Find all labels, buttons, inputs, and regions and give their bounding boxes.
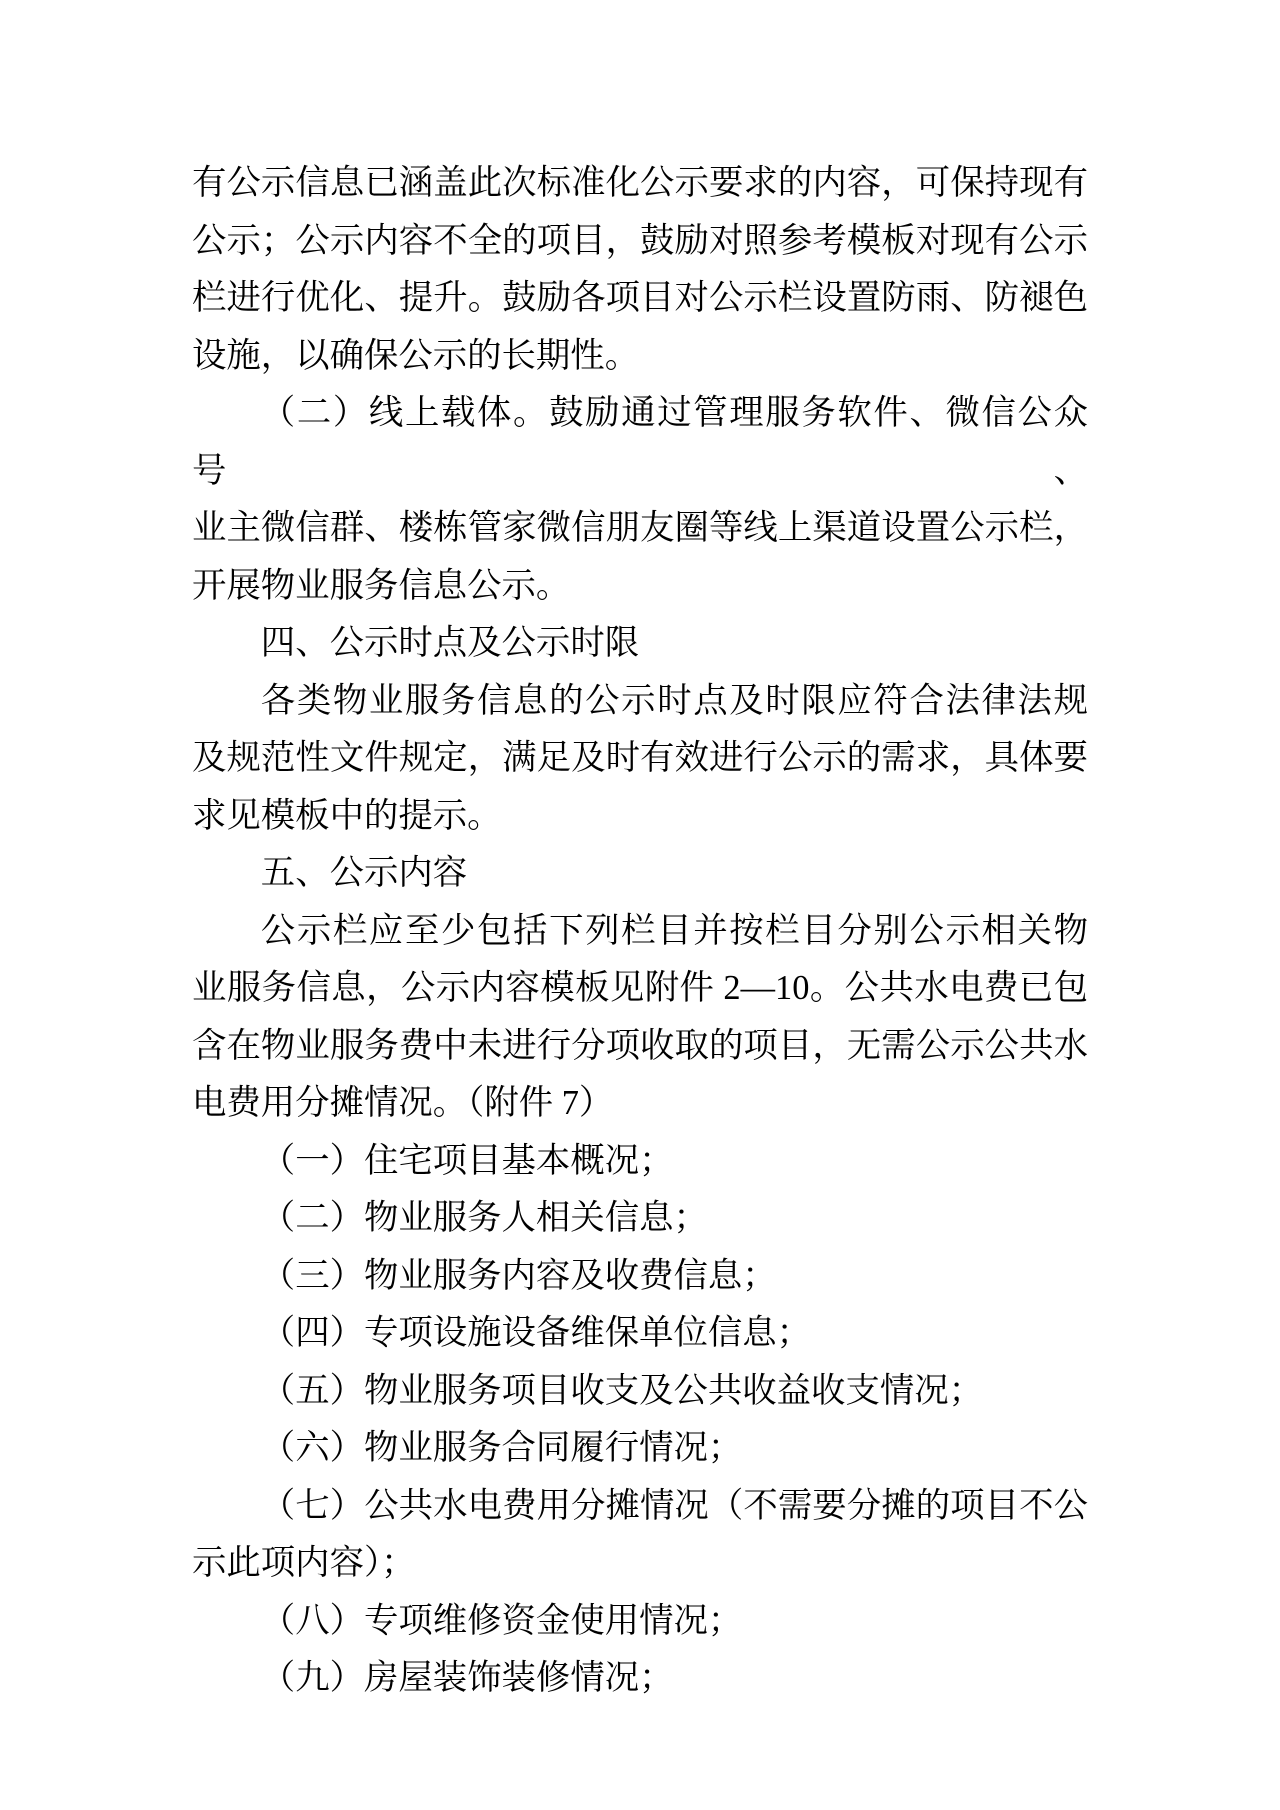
text-line: 公示栏应至少包括下列栏目并按栏目分别公示相关物 xyxy=(260,911,1088,950)
text-line: 含在物业服务费中未进行分项收取的项目，无需公示公共水 xyxy=(192,1026,1088,1065)
text-line: 业主微信群、楼栋管家微信朋友圈等线上渠道设置公示栏， xyxy=(192,509,1088,547)
list-item: 示此项内容）； xyxy=(192,1544,416,1582)
text-line: 开展物业服务信息公示。 xyxy=(192,566,571,605)
text-line: 栏进行优化、提升。鼓励各项目对公示栏设置防雨、防褪色 xyxy=(192,279,1088,317)
list-item: （一）住宅项目基本概况； xyxy=(260,1141,674,1180)
list-item: （五）物业服务项目收支及公共收益收支情况； xyxy=(260,1371,984,1410)
text-line: 各类物业服务信息的公示时点及时限应符合法律法规 xyxy=(260,681,1088,720)
list-item: （九）房屋装饰装修情况； xyxy=(260,1659,674,1697)
list-item: （七）公共水电费用分摊情况（不需要分摊的项目不公 xyxy=(260,1486,1088,1525)
text-line: （二）线上载体。鼓励通过管理服务软件、微信公众号、 xyxy=(192,394,1088,490)
list-item: （三）物业服务内容及收费信息； xyxy=(260,1256,777,1295)
list-item: （八）专项维修资金使用情况； xyxy=(260,1601,743,1640)
text-line: 设施，以确保公示的长期性。 xyxy=(192,336,640,375)
list-item: （六）物业服务合同履行情况； xyxy=(260,1429,743,1467)
document-page xyxy=(192,155,1088,1708)
section-heading: 五、公示内容 xyxy=(260,854,468,892)
list-item: （四）专项设施设备维保单位信息； xyxy=(260,1314,812,1352)
list-item: （二）物业服务人相关信息； xyxy=(260,1199,708,1237)
text-line: 公示；公示内容不全的项目，鼓励对照参考模板对现有公示 xyxy=(192,221,1088,260)
text-line: 求见模板中的提示。 xyxy=(192,796,502,835)
text-line: 电费用分摊情况。（附件 7） xyxy=(192,1084,614,1122)
text-line: 业服务信息，公示内容模板见附件 2—10。公共水电费已包 xyxy=(192,969,1088,1007)
text-line: 有公示信息已涵盖此次标准化公示要求的内容，可保持现有 xyxy=(192,164,1088,202)
section-heading: 四、公示时点及公示时限 xyxy=(260,624,640,662)
text-line: 及规范性文件规定，满足及时有效进行公示的需求，具体要 xyxy=(192,739,1088,777)
